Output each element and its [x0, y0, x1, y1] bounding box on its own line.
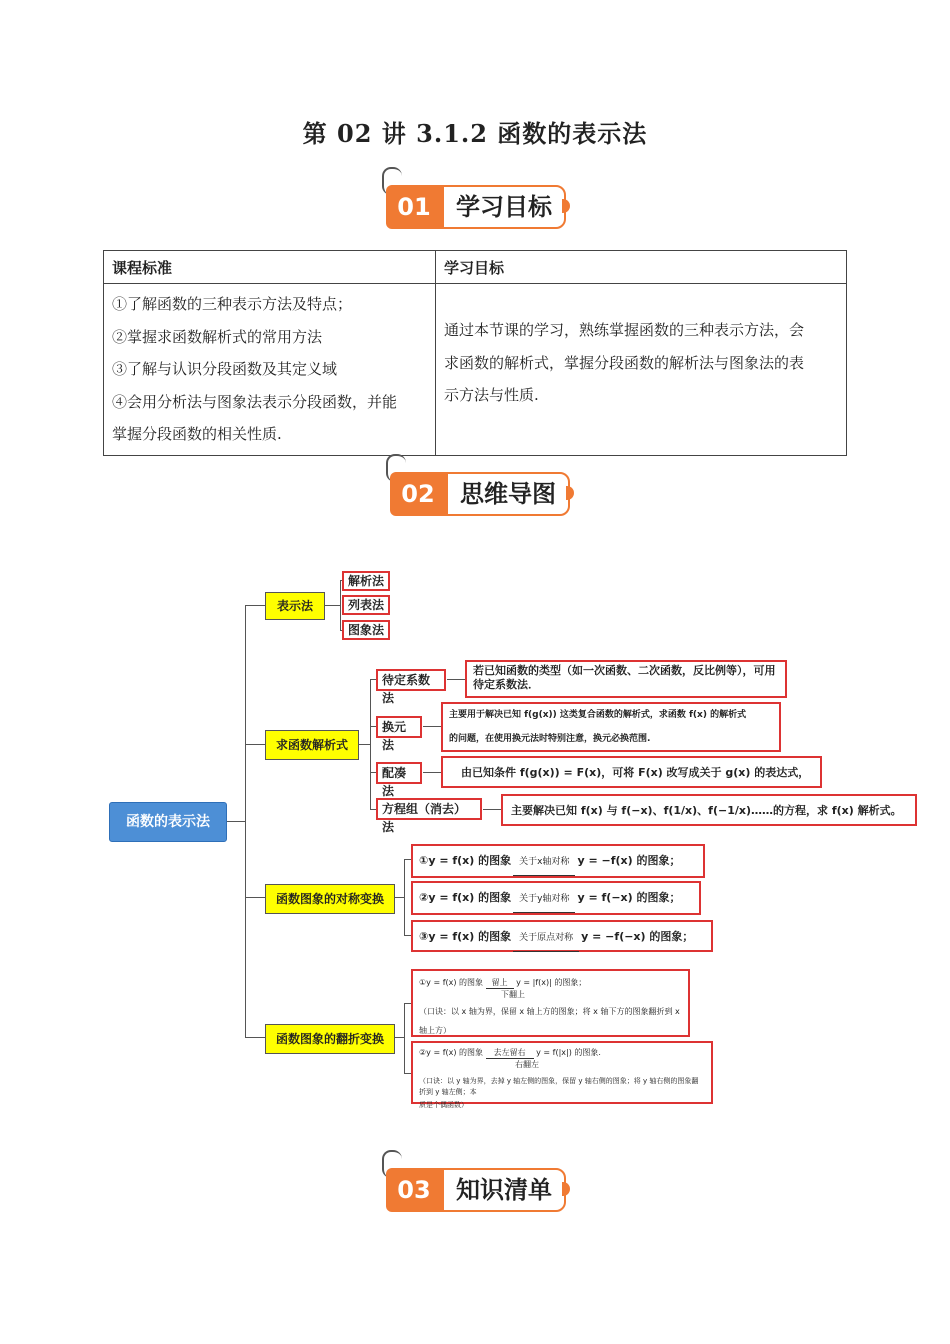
- fold-abs-fx: ①y = f(x) 的图象 留上 y = |f(x)| 的图象； 下翻上 （口诀：以 x 轴为界，保留 x 轴上方的图象；将 x 轴下方的图象翻折到 x 轴上方）: [411, 969, 690, 1037]
- standard-item: ②掌握求函数解析式的常用方法: [112, 327, 323, 346]
- desc-undetermined-coef: 若已知函数的类型（如一次函数、二次函数，反比例等），可用待定系数法．: [465, 660, 787, 698]
- method-undetermined-coef: 待定系数法: [376, 669, 446, 691]
- desc-line: 的问题，在使用换元法时特别注意，换元必换范围.: [449, 734, 651, 744]
- section-label: 知识清单: [442, 1168, 566, 1212]
- arrow-label: 关于x轴对称: [513, 849, 575, 876]
- desc-equation-system: 主要解决已知 f(x) 与 f(−x)、f(1/x)、f(−1/x)……的方程，求 f(x) 解析式。: [501, 794, 917, 826]
- section-number: 02: [390, 472, 446, 516]
- goal-line: 求函数的解析式，掌握分段函数的解析法与图象法的表: [444, 353, 805, 372]
- arrow-label: 关于y轴对称: [513, 886, 575, 913]
- branch-fold: 函数图象的翻折变换: [265, 1024, 395, 1054]
- standard-item: 掌握分段函数的相关性质.: [112, 425, 282, 443]
- symmetry-y-axis: ②y = f(x) 的图象 关于y轴对称 y = f(−x) 的图象；: [411, 881, 701, 915]
- method-complete: 配凑法: [376, 762, 422, 784]
- desc-line: 主要用于解决已知 f(g(x)) 这类复合函数的解析式，求函数 f(x) 的解析式: [449, 710, 747, 720]
- standard-item: ③了解与认识分段函数及其定义域: [112, 360, 338, 378]
- leaf-graph: 图象法: [342, 620, 390, 640]
- section-label: 思维导图: [446, 472, 570, 516]
- branch-find-expression: 求函数解析式: [265, 730, 359, 760]
- fold-arrow: 留上: [486, 977, 514, 989]
- goal-line: 通过本节课的学习，熟练掌握函数的三种表示方法，会: [444, 321, 805, 339]
- desc-complete: 由已知条件 f(g(x)) = F(x)，可将 F(x) 改写成关于 g(x) 的表达式，: [441, 756, 822, 788]
- standard-item: ④会用分析法与图象法表示分段函数，并能: [112, 392, 398, 411]
- fold-f-abs-x: ②y = f(x) 的图象 去左留右 y = f(|x|) 的图象. 右翻左 （口诀：以 y 轴为界，去掉 y 轴左侧的图象，保留 y 轴右侧的图象；将 y 轴右侧的图象翻折到 y 轴左侧；本 质是个偶函数）: [411, 1041, 713, 1104]
- section-badge-03: [386, 1164, 566, 1214]
- fold-arrow: 去左留右: [486, 1047, 534, 1059]
- branch-representation: 表示法: [265, 592, 325, 620]
- leaf-table: 列表法: [342, 595, 390, 615]
- desc-substitution: [441, 702, 781, 752]
- header-standards: 课程标准: [104, 251, 436, 284]
- symmetry-origin: ③y = f(x) 的图象 关于原点对称 y = −f(−x) 的图象；: [411, 920, 713, 952]
- leaf-analytic: 解析法: [342, 571, 390, 591]
- section-number: 03: [386, 1168, 442, 1212]
- branch-symmetry: 函数图象的对称变换: [265, 884, 395, 914]
- section-number: 01: [386, 185, 442, 229]
- section-label: 学习目标: [442, 185, 566, 229]
- symmetry-x-axis: ①y = f(x) 的图象 关于x轴对称 y = −f(x) 的图象；: [411, 844, 705, 878]
- method-substitution: 换元法: [376, 716, 422, 738]
- method-equation-system: 方程组（消去）法: [376, 798, 482, 820]
- goal-line: 示方法与性质.: [444, 386, 539, 404]
- arrow-label: 关于原点对称: [513, 925, 579, 952]
- page-title: 第 02 讲 3.1.2 函数的表示法: [302, 119, 648, 148]
- mindmap-root: 函数的表示法: [109, 802, 227, 842]
- header-goals: 学习目标: [436, 251, 847, 284]
- standard-item: ①了解函数的三种表示方法及特点；: [112, 295, 353, 313]
